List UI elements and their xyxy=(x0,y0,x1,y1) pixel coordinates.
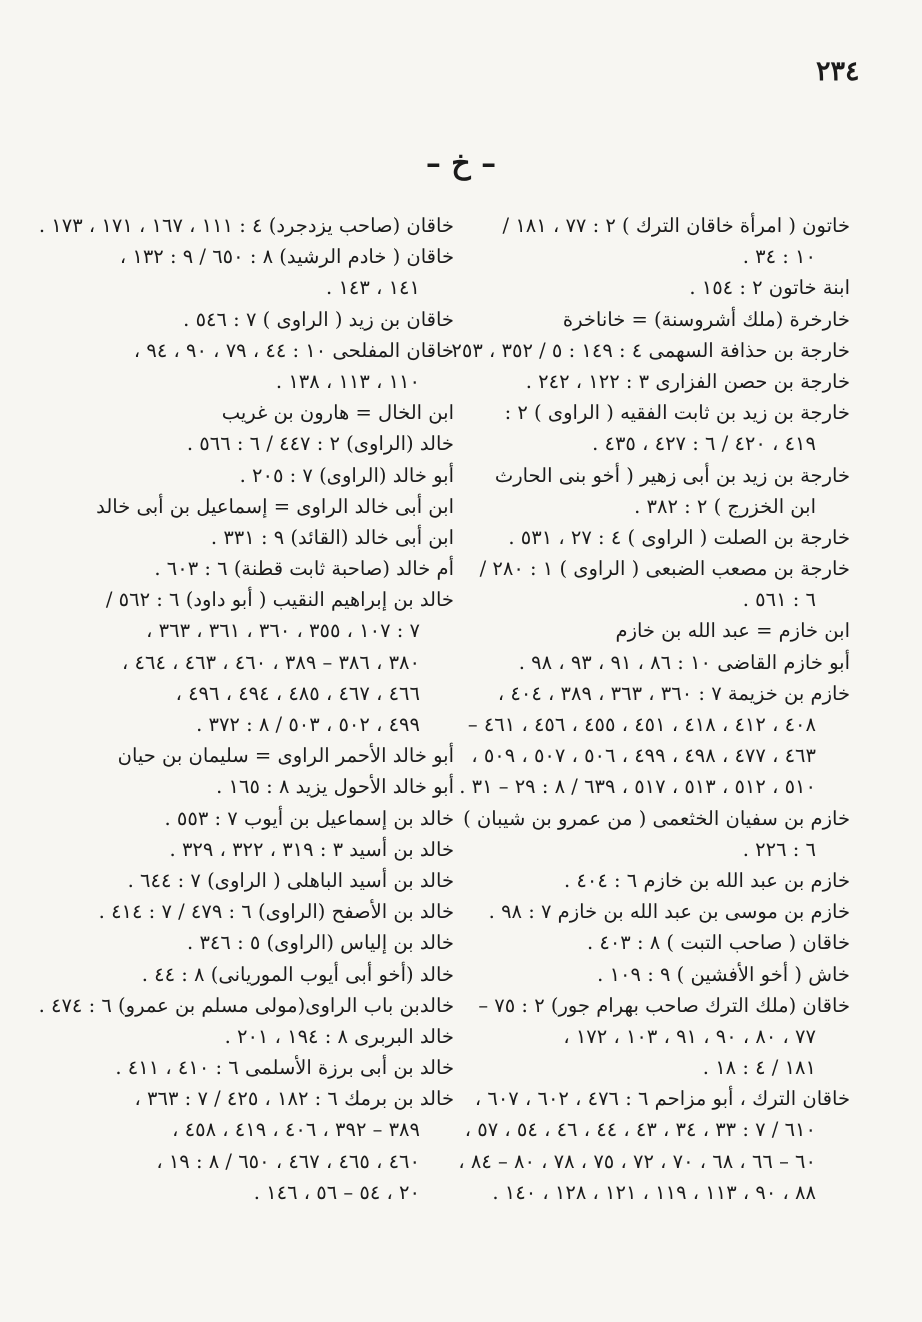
index-entry-continuation: ٢٠ ، ٥٤ – ٥٦ ، ١٤٦ . xyxy=(253,1180,420,1204)
index-entry: خالد (أخو أبى أيوب الموريانى) ٨ : ٤٤ . xyxy=(141,962,454,986)
index-entry-continuation: ٥١٠ ، ٥١٢ ، ٥١٣ ، ٥١٧ ، ٦٣٩ / ٨ : ٢٩ – ٣١ . xyxy=(459,775,816,799)
index-entry: أبو خالد (الراوى) ٧ : ٢٠٥ . xyxy=(239,463,454,487)
index-entry: أم خالد (صاحبة ثابت قطنة) ٦ : ٦٠٣ . xyxy=(154,557,454,581)
index-entry: خالد بن إلياس (الراوى) ٥ : ٣٤٦ . xyxy=(187,931,454,955)
index-entry: خازم بن خزيمة ٧ : ٣٦٠ ، ٣٦٣ ، ٣٨٩ ، ٤٠٤ ، xyxy=(497,681,850,705)
index-entry: خارجة بن زيد بن أبى زهير ( أخو بنى الحارث xyxy=(494,463,850,487)
index-entry-continuation: ٦١٠ / ٧ : ٣٣ ، ٣٤ ، ٤٣ ، ٤٤ ، ٤٦ ، ٥٤ ، ٥٧ ، xyxy=(464,1118,816,1142)
index-entry-continuation: ٤٦٦ ، ٤٦٧ ، ٤٨٥ ، ٤٩٤ ، ٤٩٦ ، xyxy=(175,681,420,705)
index-entry: خازم بن سفيان الخثعمى ( من عمرو بن شيبان ) xyxy=(463,806,850,830)
index-entry: خارجة بن مصعب الضبعى ( الراوى ) ١ : ٢٨٠ / xyxy=(479,557,850,581)
index-entry: خاتون ( امرأة خاقان الترك ) ٢ : ٧٧ ، ١٨١ / xyxy=(502,214,850,237)
index-entry: خارجة بن الصلت ( الراوى ) ٤ : ٢٧ ، ٥٣١ . xyxy=(508,525,850,549)
index-column-left xyxy=(38,210,454,1208)
index-entry: خاقان المفلحى ١٠ : ٤٤ ، ٧٩ ، ٩٠ ، ٩٤ ، xyxy=(133,338,454,362)
index-entry: خارجة بن حذافة السهمى ٤ : ١٤٩ : ٥ / ٣٥٢ ، ٢٥٣ xyxy=(451,338,850,362)
index-entry: خالد بن إسماعيل بن أيوب ٧ : ٥٥٣ . xyxy=(164,806,454,830)
index-entry: أبو خالد الأحمر الراوى = سليمان بن حيان xyxy=(117,744,454,768)
index-entry: أبو خالد الأحول يزيد ٨ : ١٦٥ . xyxy=(216,775,454,799)
index-entry: خالدبن باب الراوى(مولى مسلم بن عمرو) ٦ : ٤٧٤ . xyxy=(38,993,454,1017)
index-entry-continuation: ١٠ : ٣٤ . xyxy=(742,245,816,269)
index-entry: ابن أبى خالد الراوى = إسماعيل بن أبى خالد xyxy=(96,494,454,518)
index-entry-continuation: ٦ : ٥٦١ . xyxy=(742,588,816,612)
index-entry-continuation: ٤١٩ ، ٤٢٠ / ٦ : ٤٢٧ ، ٤٣٥ . xyxy=(592,432,816,456)
index-entry: أبو خازم القاضى ١٠ : ٨٦ ، ٩١ ، ٩٣ ، ٩٨ . xyxy=(518,650,850,674)
index-entry: خاقان (ملك الترك صاحب بهرام جور) ٢ : ٧٥ – xyxy=(478,993,850,1017)
index-entry-continuation: ابن الخزرج ) ٢ : ٣٨٢ . xyxy=(634,494,816,518)
index-entry-continuation: ٧٧ ، ٨٠ ، ٩٠ ، ٩١ ، ١٠٣ ، ١٧٢ ، xyxy=(563,1024,816,1048)
index-entry: خاقان الترك ، أبو مزاحم ٦ : ٤٧٦ ، ٦٠٢ ، ٦٠٧ ، xyxy=(474,1087,850,1111)
index-entry-continuation: ١٤١ ، ١٤٣ . xyxy=(326,276,420,300)
index-entry: خاقان بن زيد ( الراوى ) ٧ : ٥٤٦ . xyxy=(183,307,454,331)
index-entry: خالد بن أسيد الباهلى ( الراوى) ٧ : ٦٤٤ . xyxy=(127,868,454,892)
index-entry: خاش ( أخو الأفشين ) ٩ : ١٠٩ . xyxy=(597,962,850,986)
index-entry: خاقان ( خادم الرشيد) ٨ : ٦٥٠ / ٩ : ١٣٢ ، xyxy=(119,245,454,269)
index-entry: ابنة خاتون ٢ : ١٥٤ . xyxy=(689,276,850,300)
index-entry: خالد بن الأصفح (الراوى) ٦ : ٤٧٩ / ٧ : ٤١٤ . xyxy=(98,900,454,924)
index-entry: خارخرة (ملك أشروسنة) = خاناخرة xyxy=(562,307,850,331)
index-entry: خاقان ( صاحب التبت ) ٨ : ٤٠٣ . xyxy=(586,931,850,955)
index-entry-continuation: ٨٨ ، ٩٠ ، ١١٣ ، ١١٩ ، ١٢١ ، ١٢٨ ، ١٤٠ . xyxy=(492,1180,816,1204)
index-entry: خازم بن موسى بن عبد الله بن خازم ٧ : ٩٨ . xyxy=(488,900,850,924)
index-entry: خارجة بن زيد بن ثابت الفقيه ( الراوى ) ٢ : xyxy=(504,401,850,425)
page-number: ٢٣٤ xyxy=(816,56,860,87)
index-entry-continuation: ١١٠ ، ١١٣ ، ١٣٨ . xyxy=(275,369,420,393)
index-entry: خالد بن أبى برزة الأسلمى ٦ : ٤١٠ ، ٤١١ . xyxy=(115,1056,454,1080)
index-entry: خالد بن أسيد ٣ : ٣١٩ ، ٣٢٢ ، ٣٢٩ . xyxy=(169,837,454,861)
index-entry-continuation: ١٨١ / ٤ : ١٨ . xyxy=(702,1056,816,1080)
index-entry-continuation: ٣٨٩ – ٣٩٢ ، ٤٠٦ ، ٤١٩ ، ٤٥٨ ، xyxy=(172,1118,420,1142)
index-entry-continuation: ٤٩٩ ، ٥٠٢ ، ٥٠٣ / ٨ : ٣٧٢ . xyxy=(196,713,420,736)
index-entry: خازم بن عبد الله بن خازم ٦ : ٤٠٤ . xyxy=(563,868,850,892)
index-entry-continuation: ٤٠٨ ، ٤١٢ ، ٤١٨ ، ٤٥١ ، ٤٥٥ ، ٤٥٦ ، ٤٦١ – xyxy=(467,713,816,736)
index-entry-continuation: ٣٨٠ ، ٣٨٦ – ٣٨٩ ، ٤٦٠ ، ٤٦٣ ، ٤٦٤ ، xyxy=(122,650,420,674)
index-entry-continuation: ٦ : ٢٢٦ . xyxy=(742,837,816,861)
index-entry: خالد بن برمك ٦ : ١٨٢ ، ٤٢٥ / ٧ : ٣٦٣ ، xyxy=(134,1087,454,1111)
index-entry: ابن الخال = هارون بن غريب xyxy=(221,401,454,425)
section-letter-heading: – خ – xyxy=(425,146,497,181)
index-entry: خالد البربرى ٨ : ١٩٤ ، ٢٠١ . xyxy=(224,1024,454,1048)
index-entry-continuation: ٦٠ – ٦٦ ، ٦٨ ، ٧٠ ، ٧٢ ، ٧٥ ، ٧٨ ، ٨٠ – ٨٤ ، xyxy=(458,1149,816,1173)
index-entry-continuation: ٧ : ١٠٧ ، ٣٥٥ ، ٣٦٠ ، ٣٦١ ، ٣٦٣ ، xyxy=(146,619,420,643)
index-entry: خارجة بن حصن الفزارى ٣ : ١٢٢ ، ٢٤٢ . xyxy=(525,369,850,393)
index-entry: خالد (الراوى) ٢ : ٤٤٧ / ٦ : ٥٦٦ . xyxy=(186,432,454,456)
index-column-right xyxy=(451,210,850,1208)
index-entry: ابن خازم = عبد الله بن خازم xyxy=(615,619,850,643)
index-entry: خالد بن إبراهيم النقيب ( أبو داود) ٦ : ٥٦٢ / xyxy=(105,588,454,612)
index-entry: خاقان (صاحب يزدجرد) ٤ : ١١١ ، ١٦٧ ، ١٧١ ، ١٧٣ . xyxy=(38,214,454,237)
index-entry-continuation: ٤٦٣ ، ٤٧٧ ، ٤٩٨ ، ٤٩٩ ، ٥٠٦ ، ٥٠٧ ، ٥٠٩ ، xyxy=(471,744,816,768)
index-entry-continuation: ٤٦٠ ، ٤٦٥ ، ٤٦٧ ، ٦٥٠ / ٨ : ١٩ ، xyxy=(156,1149,420,1173)
index-entry: ابن أبى خالد (القائد) ٩ : ٣٣١ . xyxy=(210,525,454,549)
